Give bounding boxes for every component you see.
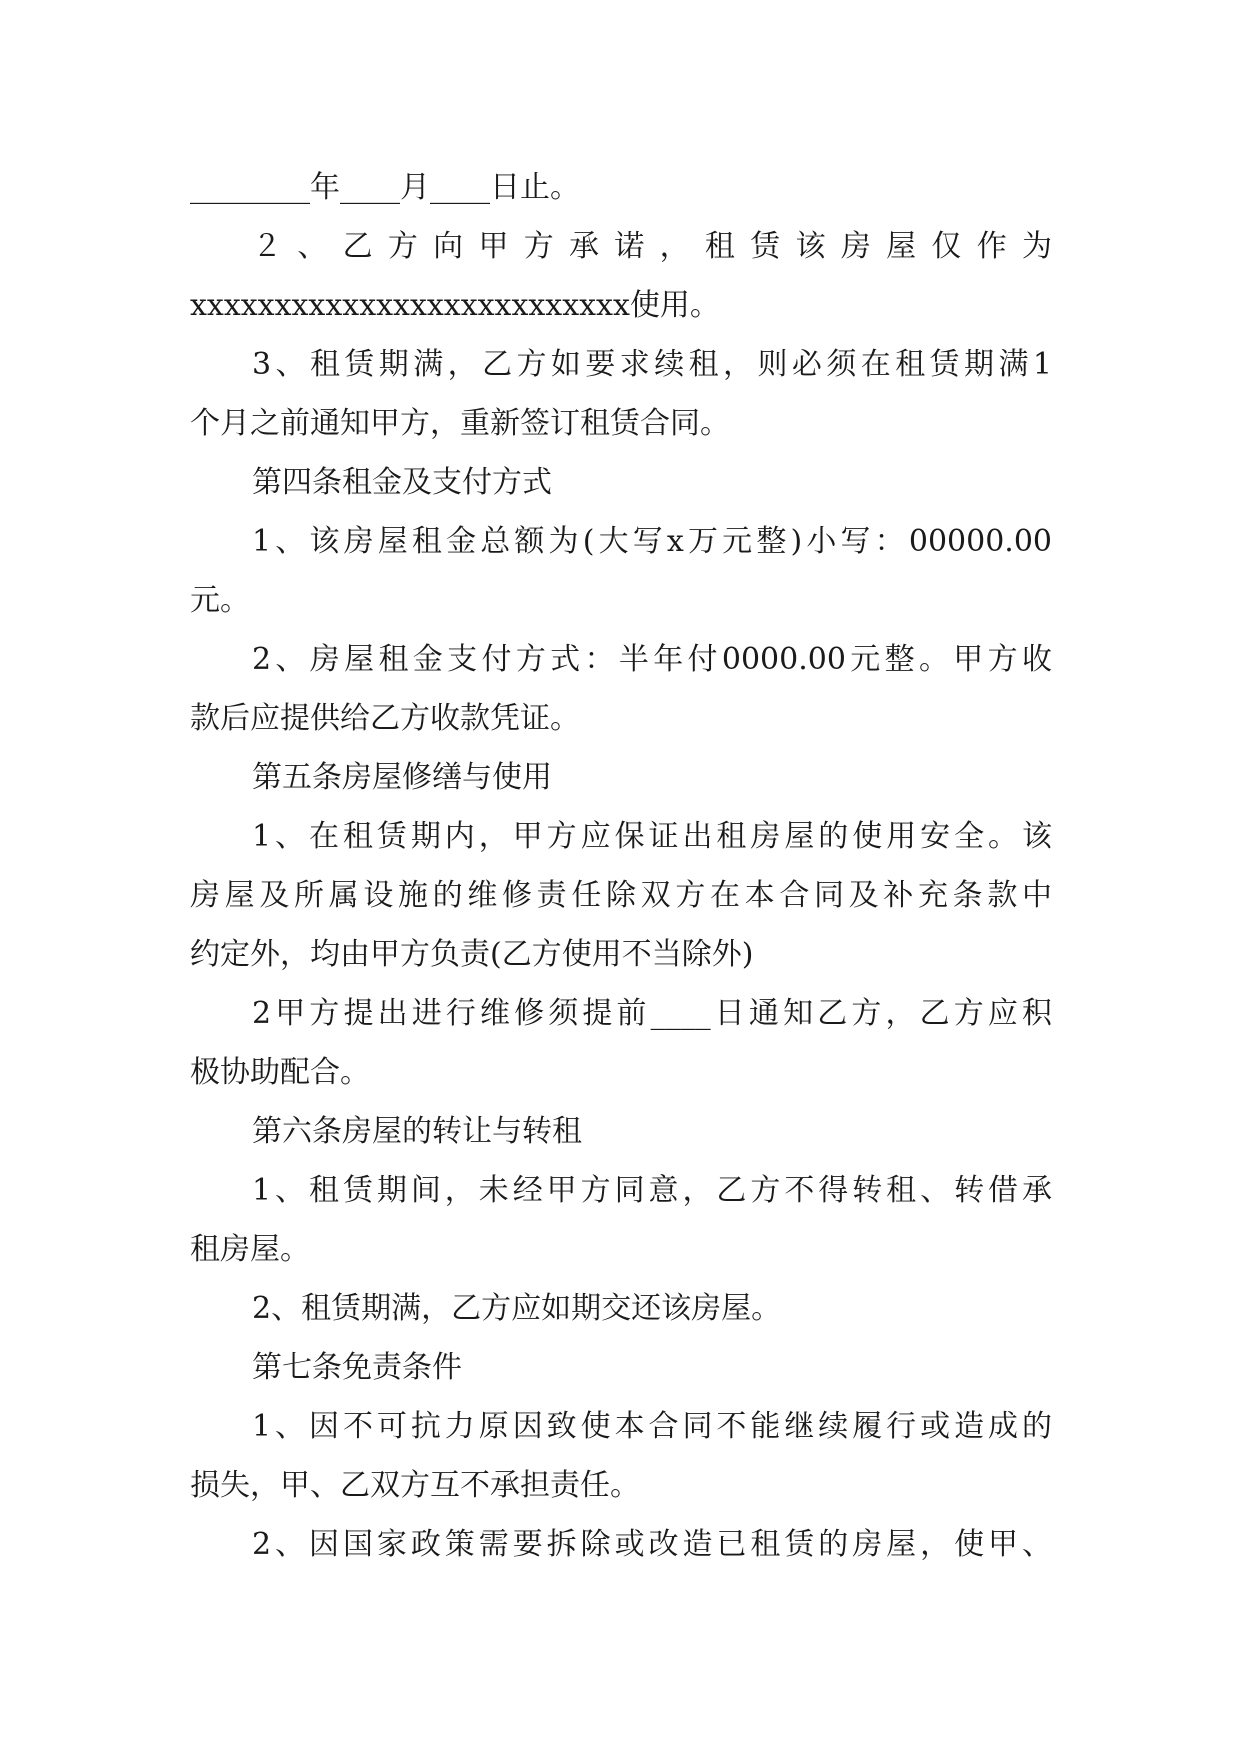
paragraph-line-repair-2-start: 2甲方提出进行维修须提前____日通知乙方，乙方应积 <box>252 996 1052 1031</box>
paragraph-line-payment-end: 款后应提供给乙方收款凭证。 <box>190 701 580 736</box>
document-body <box>190 158 1052 1574</box>
paragraph-line-sublet-1-start: 1、租赁期间，未经甲方同意，乙方不得转租、转借承 <box>252 1173 1052 1208</box>
paragraph-line-clause-3-end: 个月之前通知甲方，重新签订租赁合同。 <box>190 406 730 441</box>
paragraph-line-force-majeure-end: 损失，甲、乙双方互不承担责任。 <box>190 1468 640 1503</box>
section-heading-article-5: 第五条房屋修缮与使用 <box>252 760 552 795</box>
section-heading-article-7: 第七条免责条件 <box>252 1350 462 1385</box>
paragraph-line-rent-total-start: 1、该房屋租金总额为(大写x万元整)小写：00000.00 <box>252 524 1052 559</box>
paragraph-line-clause-2-start: ２ 、 乙 方 向 甲 方 承 诺 ， 租 赁 该 房 屋 仅 作 为 <box>252 229 1052 264</box>
paragraph-line-repair-1-middle: 房屋及所属设施的维修责任除双方在本合同及补充条款中 <box>190 878 1052 913</box>
paragraph-line-payment-start: 2、房屋租金支付方式：半年付0000.00元整。甲方收 <box>252 642 1052 677</box>
paragraph-line-force-majeure-start: 1、因不可抗力原因致使本合同不能继续履行或造成的 <box>252 1409 1052 1444</box>
paragraph-line-sublet-1-end: 租房屋。 <box>190 1232 310 1267</box>
section-heading-article-6: 第六条房屋的转让与转租 <box>252 1114 582 1149</box>
paragraph-line-rent-total-end: 元。 <box>190 583 250 618</box>
paragraph-line-repair-1-start: 1、在租赁期内，甲方应保证出租房屋的使用安全。该 <box>252 819 1052 854</box>
paragraph-line-policy-start: 2、因国家政策需要拆除或改造已租赁的房屋，使甲、 <box>252 1527 1052 1562</box>
paragraph-line-repair-2-end: 极协助配合。 <box>190 1055 370 1090</box>
paragraph-line-clause-2-end: xxxxxxxxxxxxxxxxxxxxxxxxxx使用。 <box>190 288 720 323</box>
paragraph-line-repair-1-end: 约定外，均由甲方负责(乙方使用不当除外) <box>190 937 754 972</box>
paragraph-line-clause-3-start: 3、租赁期满，乙方如要求续租，则必须在租赁期满1 <box>252 347 1052 382</box>
paragraph-line-end-date: ________年____月____日止。 <box>190 170 580 205</box>
paragraph-line-sublet-2: 2、租赁期满，乙方应如期交还该房屋。 <box>252 1291 782 1326</box>
section-heading-article-4: 第四条租金及支付方式 <box>252 465 552 500</box>
